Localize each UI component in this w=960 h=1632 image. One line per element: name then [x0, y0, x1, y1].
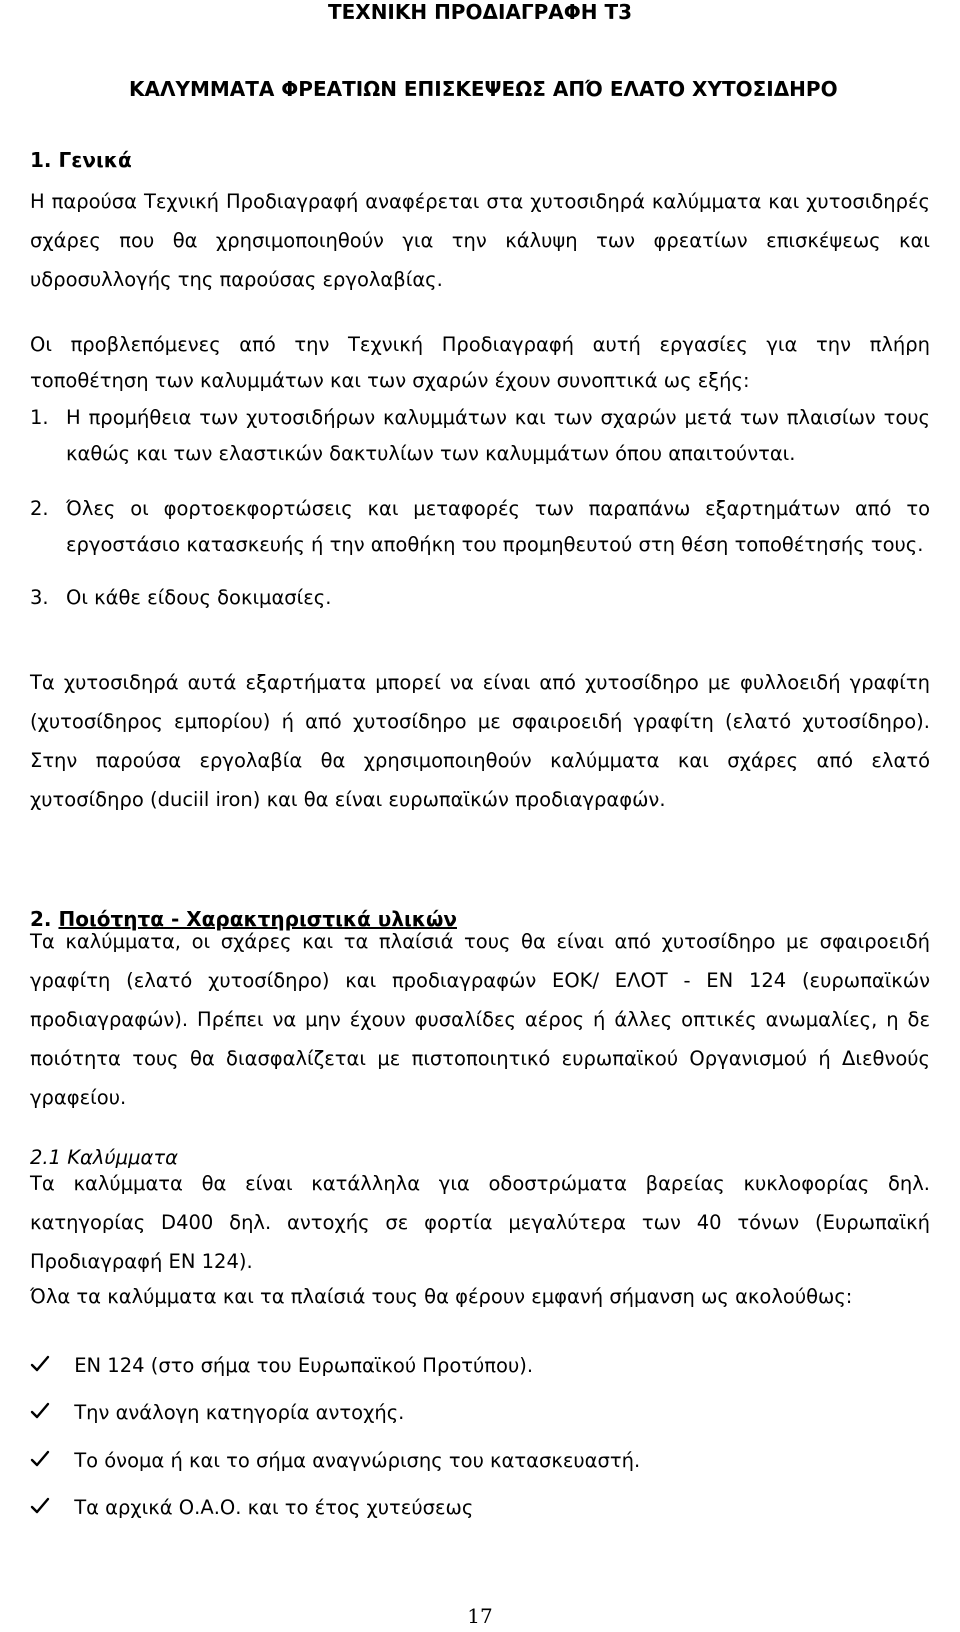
section-2-1-paragraph-2: Όλα τα καλύμματα και τα πλαίσιά τους θα φέρουν εμφανή σήμανση ως ακολούθως: — [30, 1285, 853, 1308]
check-mark-icon — [30, 1401, 50, 1421]
section-1-paragraph-3: Τα χυτοσιδηρά αυτά εξαρτήματα μπορεί να είναι από χυτοσίδηρο με φυλλοειδή γραφίτη (χυτοσίδηρος εμπορίου) ή από χυτοσίδηρο με σφαιροειδή γραφίτη (ελατό χυτοσίδηρο). Στην παρούσα εργολαβία θα χρησιμοποιηθούν καλύμματα και σχάρες από ελατό χυτοσίδηρο (duciil iron) και θα είναι ευρωπαϊκών προδιαγραφών. — [30, 671, 930, 811]
section-2-heading-text: Ποιότητα - Χαρακτηριστικά υλικών — [58, 907, 457, 931]
list-item — [30, 491, 930, 563]
check-mark-icon — [30, 1354, 50, 1374]
check-mark-icon — [30, 1496, 50, 1516]
list-item-text: Η προμήθεια των χυτοσιδήρων καλυμμάτων και των σχαρών μετά των πλαισίων τους καθώς και των ελαστικών δακτυλίων των καλυμμάτων όπου απαιτούνται. — [66, 406, 930, 465]
checklist-item-text: Την ανάλογη κατηγορία αντοχής. — [74, 1401, 405, 1424]
checklist-item — [30, 1354, 533, 1377]
checklist-item — [30, 1401, 404, 1424]
section-1-paragraph-1: Η παρούσα Τεχνική Προδιαγραφή αναφέρεται στα χυτοσιδηρά καλύμματα και χυτοσιδηρές σχάρες που θα χρησιμοποιηθούν για την κάλυψη των φρεατίων επισκέψεως και υδροσυλλογής της παρούσας εργολαβίας. — [30, 190, 930, 291]
checklist-item-text: Το όνομα ή και το σήμα αναγνώρισης του κατασκευαστή. — [74, 1449, 641, 1472]
document-subtitle: ΚΑΛΥΜΜΑΤΑ ΦΡΕΑΤΙΩΝ ΕΠΙΣΚΕΨΕΩΣ ΑΠΌ ΕΛΑΤΟ ΧΥΤΟΣΙΔΗΡΟ — [129, 77, 838, 101]
list-item-text: Οι κάθε είδους δοκιμασίες. — [66, 586, 332, 609]
checklist-item — [30, 1449, 640, 1472]
page-number: 17 — [467, 1604, 493, 1628]
section-2-1-paragraph-1: Τα καλύμματα θα είναι κατάλληλα για οδοστρώματα βαρείας κυκλοφορίας δηλ. κατηγορίας D400 δηλ. αντοχής σε φορτία μεγαλύτερα των 40 τόνων (Ευρωπαϊκή Προδιαγραφή ΕΝ 124). — [30, 1172, 930, 1273]
list-item-text: Όλες οι φορτοεκφορτώσεις και μεταφορές των παραπάνω εξαρτημάτων από το εργοστάσιο κατασκευής ή την αποθήκη του προμηθευτού στη θέση τοποθέτησής τους. — [66, 497, 930, 556]
section-1-heading: 1. Γενικά — [30, 148, 132, 172]
section-2-paragraph-1: Τα καλύμματα, οι σχάρες και τα πλαίσιά τους θα είναι από χυτοσίδηρο με σφαιροειδή γραφίτη (ελατό χυτοσίδηρο) και προδιαγραφών ΕΟΚ/ ΕΛΟΤ - ΕΝ 124 (ευρωπαϊκών προδιαγραφών). Πρέπει να μην έχουν φυσαλίδες αέρος ή άλλες οπτικές ανωμαλίες, η δε ποιότητα τους θα διασφαλίζεται με πιστοποιητικό ευρωπαϊκού Οργανισμού ή Διεθνούς γραφείου. — [30, 930, 930, 1109]
checklist-item-text: ΕΝ 124 (στο σήμα του Ευρωπαϊκού Προτύπου). — [74, 1354, 534, 1377]
list-item — [30, 400, 930, 472]
check-mark-icon — [30, 1449, 50, 1469]
list-item-number: 1. — [30, 406, 49, 429]
section-1-paragraph-2: Οι προβλεπόμενες από την Τεχνική Προδιαγραφή αυτή εργασίες για την πλήρη τοποθέτηση των καλυμμάτων και των σχαρών έχουν συνοπτικά ως εξής: — [30, 333, 930, 392]
list-item — [30, 580, 930, 616]
list-item-number: 2. — [30, 497, 49, 520]
section-2-1-heading: 2.1 Καλύμματα — [30, 1146, 178, 1169]
checklist-item — [30, 1496, 473, 1519]
checklist-item-text: Τα αρχικά Ο.Α.Ο. και το έτος χυτεύσεως — [74, 1496, 474, 1519]
list-item-number: 3. — [30, 586, 49, 609]
document-title: ΤΕΧΝΙΚΗ ΠΡΟΔΙΑΓΡΑΦΗ Τ3 — [327, 0, 633, 24]
section-2-heading-number: 2. — [30, 907, 52, 931]
